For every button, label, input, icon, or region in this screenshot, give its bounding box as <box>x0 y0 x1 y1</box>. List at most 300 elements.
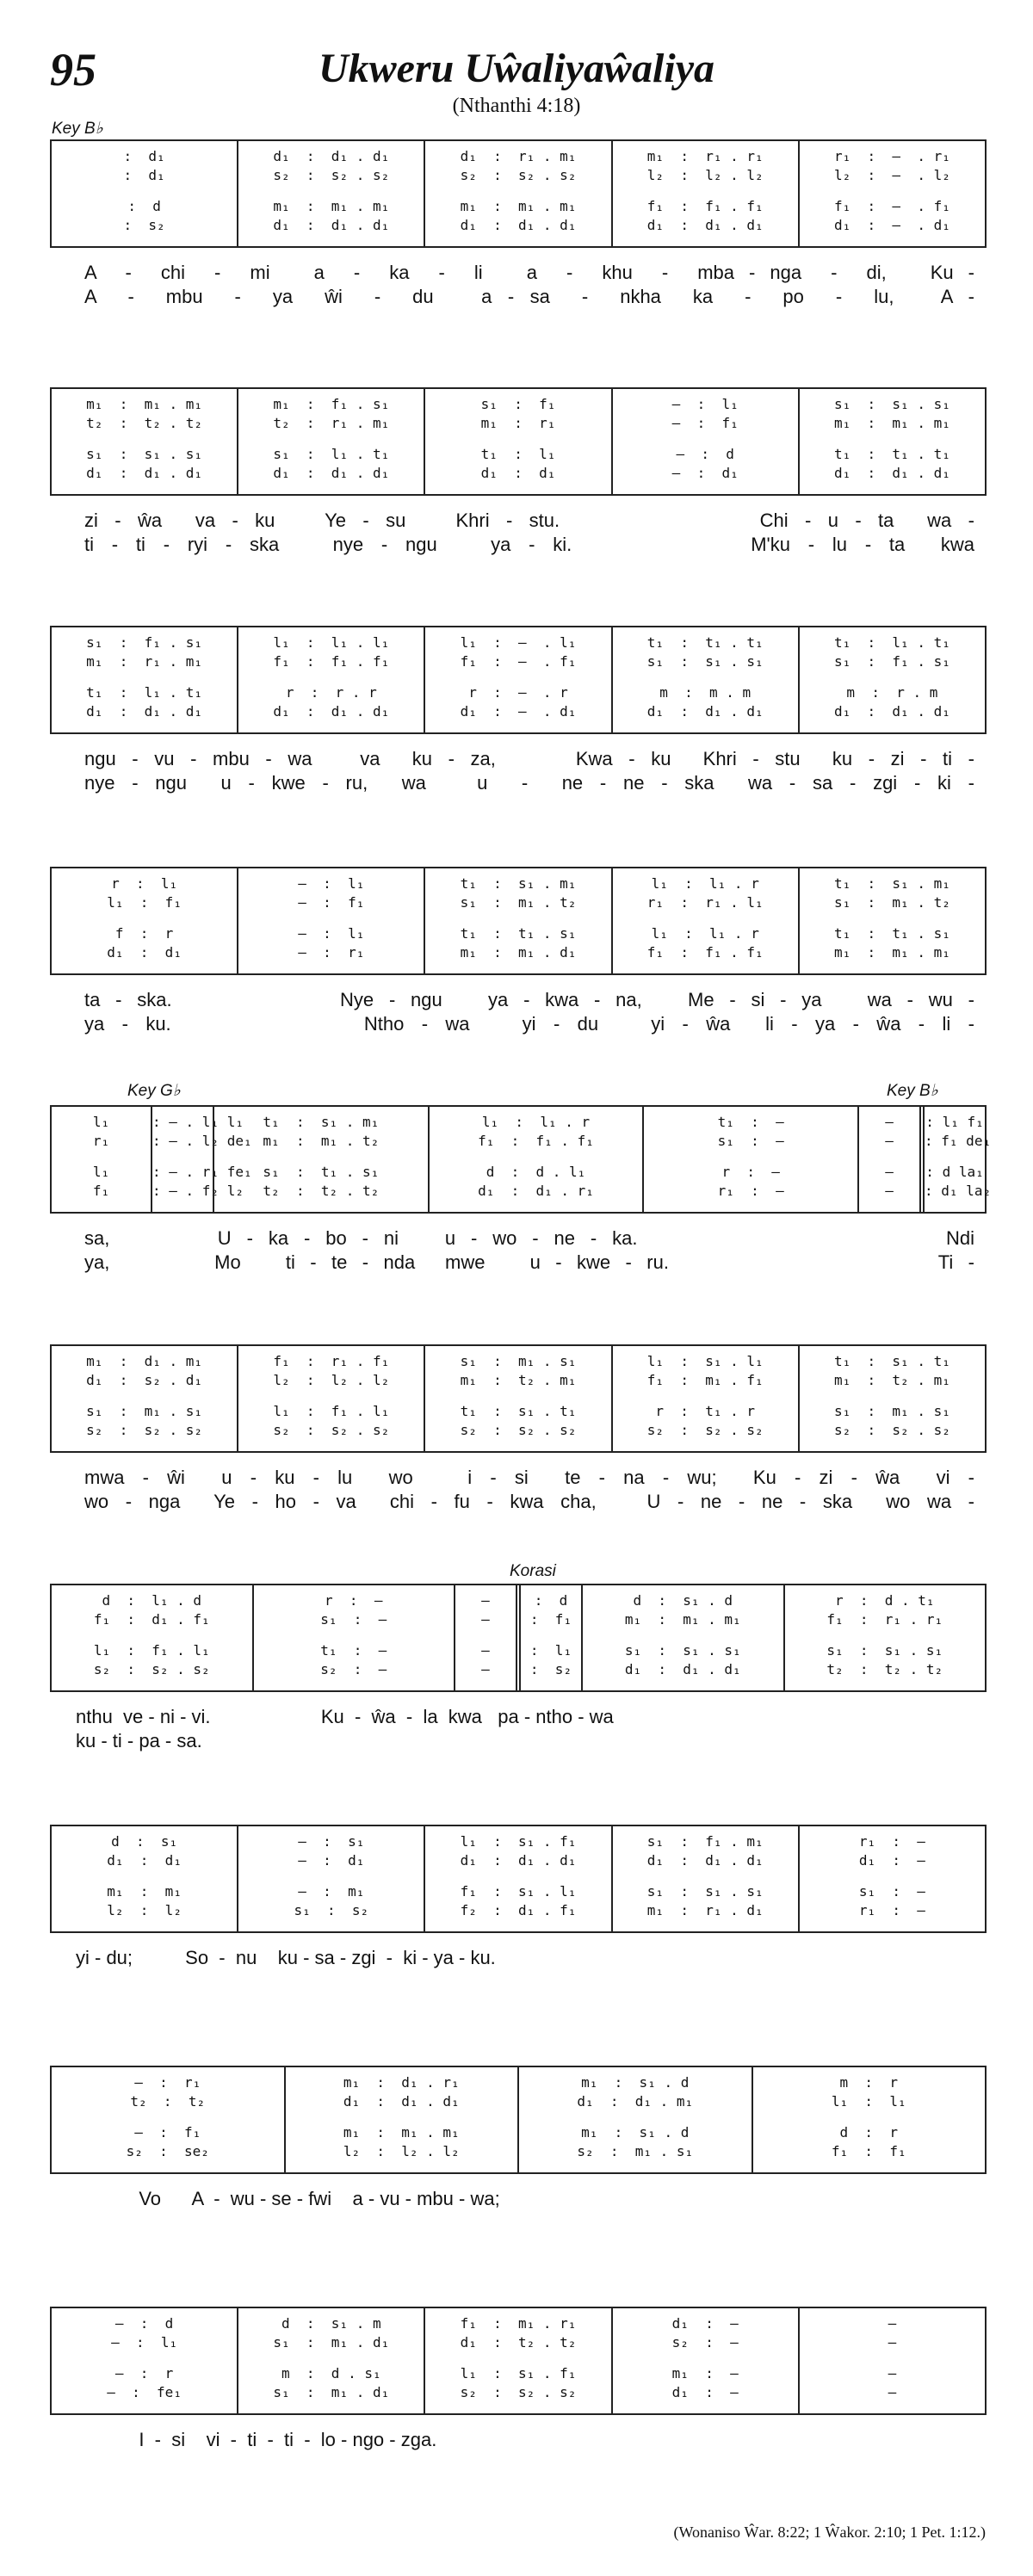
voice-part-notes: t₁ : s₁ . m₁ <box>263 1114 380 1130</box>
voice-part-notes: f₁ : s₁ . l₁ <box>460 1883 577 1900</box>
tonic-solfa-staff <box>50 1105 992 1214</box>
voice-part-notes: — : f₁ <box>134 2124 201 2140</box>
voice-part-notes: l₁ : l₁ . l₁ <box>273 634 390 651</box>
measure <box>52 2308 237 2413</box>
tonic-solfa-staff <box>50 867 987 975</box>
voice-part-notes: m₁ : r₁ <box>480 415 556 431</box>
voice-part-notes: s₂ : s₂ . s₂ <box>93 1661 210 1677</box>
voice-part-notes: s₂ : s₂ . s₂ <box>460 2384 577 2400</box>
voice-part-notes: d₁ : d₁ . d₁ <box>273 148 390 164</box>
voice-part-notes: t₁ : t₁ . t₁ <box>646 634 764 651</box>
voice-part-notes: s₁ : s₁ . s₁ <box>833 396 950 412</box>
voice-part-notes: d₁ : d₁ . d₁ <box>273 217 390 233</box>
voice-part-notes: r₁ : — <box>858 1902 925 1918</box>
voice-part-notes: l₂ : l₂ <box>107 1902 182 1918</box>
tonic-solfa-staff <box>50 626 987 734</box>
measure <box>151 1107 252 1212</box>
voice-part-notes: t₂ : t₂ . t₂ <box>86 415 203 431</box>
measure <box>52 2067 284 2172</box>
lyric-line: ya, Mo ti - te - nda mwe u - kwe - ru. Ti - <box>84 1251 974 1273</box>
footer-reference: (Wonaniso Ŵar. 8:22; 1 Ŵakor. 2:10; 1 Pet. 1:12.) <box>673 2523 986 2541</box>
voice-part-notes: — <box>888 2384 897 2400</box>
voice-part-notes: d₁ : d₁ . d₁ <box>460 217 577 233</box>
voice-part-notes: s₂ : s₂ . s₂ <box>273 167 390 183</box>
voice-part-notes: m₁ : t₂ . m₁ <box>460 1372 577 1388</box>
voice-part-notes: — : l₁ <box>298 875 365 892</box>
voice-part-notes: m₁ : m₁ . m₁ <box>624 1611 741 1628</box>
measure <box>611 141 798 246</box>
voice-part-notes: d₁ : d₁ . d₁ <box>86 465 203 481</box>
hymn-reference: (Nthanthi 4:18) <box>452 95 581 117</box>
measure <box>424 868 610 973</box>
voice-part-notes: m₁ : m₁ . m₁ <box>273 198 390 214</box>
voice-part-notes: d₁ : d₁ . r₁ <box>478 1183 594 1199</box>
voice-part-notes: m₁ : f₁ . s₁ <box>273 396 390 412</box>
voice-part-notes: s₁ : m₁ . s₁ <box>833 1403 950 1419</box>
voice-part-notes: — : l₁ <box>671 396 739 412</box>
lyric-line: ngu - vu - mbu - wa va ku - za, Kwa - ku Khri - stu ku - zi - ti - <box>84 748 974 769</box>
voice-part-notes: — : d₁ <box>671 465 739 481</box>
voice-part-notes: : – . f₂ l₂ <box>152 1183 244 1199</box>
voice-part-notes: m₁ : r₁ . r₁ <box>646 148 764 164</box>
score-system <box>50 387 987 555</box>
voice-part-notes: t₁ : s₁ . m₁ <box>833 875 950 892</box>
lyric-line: Vo A - wu - se - fwi a - vu - mbu - wa; <box>76 2188 500 2209</box>
key-signature-start: Key B♭ <box>52 120 103 138</box>
voice-part-notes: m₁ : m₁ . m₁ <box>833 944 950 961</box>
measure <box>52 1107 151 1212</box>
voice-part-notes: m₁ : d₁ . m₁ <box>86 1353 203 1369</box>
voice-part-notes: s₂ : s₂ . s₂ <box>460 167 577 183</box>
measure <box>52 868 237 973</box>
score-system <box>50 1344 987 1512</box>
voice-part-notes: m₁ : s₁ . d <box>581 2124 690 2140</box>
voice-part-notes: — <box>481 1642 490 1659</box>
voice-part-notes: d₁ : d₁ . d₁ <box>86 703 203 720</box>
voice-part-notes: s₁ : s₁ . s₁ <box>646 653 764 670</box>
voice-part-notes: s₁ : m₁ . d₁ <box>273 2334 390 2351</box>
measure <box>611 868 798 973</box>
voice-part-notes: : – . r₁ fe₁ <box>152 1164 252 1180</box>
voice-part-notes: : d₁ <box>123 148 165 164</box>
lyric-line: wo - nga Ye - ho - va chi - fu - kwa cha, U - ne - ne - ska wo wa - <box>84 1491 974 1512</box>
voice-part-notes: — <box>481 1661 490 1677</box>
lyric-line: sa, U - ka - bo - ni u - wo - ne - ka. Ndi <box>84 1227 974 1249</box>
voice-part-notes: l₂ : l₂ . l₂ <box>273 1372 390 1388</box>
score-system <box>50 867 987 1035</box>
voice-part-notes: d₁ : d₁ . d₁ <box>624 1661 741 1677</box>
voice-part-notes: s₁ : m₁ . s₁ <box>86 1403 203 1419</box>
voice-part-notes: m₁ : t₂ . m₁ <box>833 1372 950 1388</box>
measure <box>52 627 237 732</box>
voice-part-notes: s₁ : m₁ . t₂ <box>833 894 950 911</box>
voice-part-notes: s₁ : — <box>717 1133 784 1149</box>
voice-part-notes: s₁ : m₁ . d₁ <box>273 2384 390 2400</box>
voice-part-notes: — : d <box>114 2315 174 2332</box>
voice-part-notes: d₁ : — <box>671 2384 739 2400</box>
voice-part-notes: d₁ : d₁ . d₁ <box>343 2093 460 2110</box>
lyric-line: ta - ska. Nye - ngu ya - kwa - na, Me - si - ya wa - wu - <box>84 989 974 1010</box>
tonic-solfa-staff <box>50 1344 987 1453</box>
voice-part-notes: s₂ : — <box>671 2334 739 2351</box>
voice-part-notes: d₁ : d₁ . d₁ <box>833 465 950 481</box>
voice-part-notes: d : l₁ . d <box>102 1592 202 1609</box>
voice-part-notes: : d₁ la₂ <box>925 1183 992 1199</box>
voice-part-notes: r₁ : r₁ . l₁ <box>646 894 764 911</box>
measure <box>424 1346 610 1451</box>
voice-part-notes: d₁ : d₁ . d₁ <box>273 465 390 481</box>
voice-part-notes: f₁ <box>92 1183 110 1199</box>
voice-part-notes: f₁ : m₁ . r₁ <box>460 2315 577 2332</box>
voice-part-notes: : f₁ <box>529 1611 572 1628</box>
lyric-line: mwa - ŵi u - ku - lu wo i - si te - na - wu; Ku - zi - ŵa vi - <box>84 1467 974 1488</box>
measure <box>213 1107 428 1212</box>
hymn-number: 95 <box>50 44 96 96</box>
voice-part-notes: — <box>888 2365 897 2381</box>
voice-part-notes: d₁ : – . d₁ <box>460 703 577 720</box>
voice-part-notes: : l₁ f₁ <box>925 1114 984 1130</box>
measure <box>517 2067 752 2172</box>
tonic-solfa-staff <box>50 1584 987 1692</box>
measure <box>237 2308 424 2413</box>
score-system <box>50 1584 987 1751</box>
voice-part-notes: r₁ : — <box>858 1833 925 1850</box>
tonic-solfa-staff <box>50 2066 987 2174</box>
voice-part-notes: t₁ : t₁ . s₁ <box>460 925 577 942</box>
voice-part-notes: r : d . t₁ <box>834 1592 935 1609</box>
measure <box>52 1346 237 1451</box>
lyric-line: nthu ve - ni - vi. Ku - ŵa - la kwa pa - ntho - wa <box>76 1706 614 1727</box>
voice-part-notes: f₁ : – . f₁ <box>460 653 577 670</box>
voice-part-notes: m₁ : m₁ . d₁ <box>460 944 577 961</box>
voice-part-notes: s₂ : s₂ . s₂ <box>833 1422 950 1438</box>
voice-part-notes: d₁ : d₁ . d₁ <box>646 217 764 233</box>
measure <box>284 2067 518 2172</box>
voice-part-notes: t₁ : l₁ . t₁ <box>833 634 950 651</box>
key-change-b-flat: Key B♭ <box>887 1082 938 1100</box>
lyric-line: I - si vi - ti - ti - lo - ngo - zga. <box>76 2429 437 2450</box>
voice-part-notes: l₁ : l₁ . r <box>651 875 759 892</box>
voice-part-notes: — : d₁ <box>298 1852 365 1869</box>
lyric-line: ku - ti - pa - sa. <box>76 1730 202 1751</box>
voice-part-notes: l₁ : l₁ . r <box>651 925 759 942</box>
voice-part-notes: — <box>481 1592 490 1609</box>
tonic-solfa-staff <box>50 2307 987 2415</box>
voice-part-notes: s₁ : t₁ . s₁ <box>263 1164 380 1180</box>
voice-part-notes: d₁ : d₁ . d₁ <box>273 703 390 720</box>
measure <box>424 141 610 246</box>
voice-part-notes: d₁ : t₂ . t₂ <box>460 2334 577 2351</box>
voice-part-notes: d₁ : d₁ <box>107 944 182 961</box>
measure <box>611 627 798 732</box>
voice-part-notes: — : r₁ <box>134 2074 201 2091</box>
voice-part-notes: — <box>885 1133 894 1149</box>
voice-part-notes: : s₂ <box>529 1661 572 1677</box>
voice-part-notes: d₁ : d₁ <box>480 465 556 481</box>
voice-part-notes: m₁ : — <box>671 2365 739 2381</box>
voice-part-notes: r₁ <box>92 1133 110 1149</box>
measure <box>752 2067 986 2172</box>
measure <box>52 389 237 494</box>
lyric-line: nye - ngu u - kwe - ru, wa u - ne - ne - ska wa - sa - zgi - ki - <box>84 772 974 794</box>
voice-part-notes: r : r . r <box>285 684 377 701</box>
voice-part-notes: d₁ : d₁ . d₁ <box>460 1852 577 1869</box>
voice-part-notes: l₁ : f₁ <box>107 894 182 911</box>
voice-part-notes: — : m₁ <box>298 1883 365 1900</box>
chorus-label: Korasi <box>510 1562 556 1580</box>
voice-part-notes: — : l₁ <box>298 925 365 942</box>
voice-part-notes: : l₁ <box>529 1642 572 1659</box>
tonic-solfa-staff <box>50 1825 987 1933</box>
voice-part-notes: t₁ : s₁ . t₁ <box>833 1353 950 1369</box>
voice-part-notes: d₁ : d₁ . d₁ <box>646 703 764 720</box>
voice-part-notes: s₁ : m₁ . t₂ <box>460 894 577 911</box>
voice-part-notes: d₁ : – . d₁ <box>833 217 950 233</box>
voice-part-notes: s₁ : f₁ . s₁ <box>86 634 203 651</box>
voice-part-notes: l₁ : l₁ . r <box>481 1114 591 1130</box>
voice-part-notes: t₂ : t₂ . t₂ <box>826 1661 943 1677</box>
voice-part-notes: f₁ : – . f₁ <box>833 198 950 214</box>
voice-part-notes: — : d <box>676 446 734 462</box>
voice-part-notes: d₁ : — <box>671 2315 739 2332</box>
voice-part-notes: s₁ : — <box>858 1883 925 1900</box>
measure <box>52 141 237 246</box>
measure <box>52 1585 252 1690</box>
voice-part-notes: l₁ : s₁ . l₁ <box>646 1353 764 1369</box>
voice-part-notes: — <box>885 1183 894 1199</box>
voice-part-notes: : f₁ de₁ <box>925 1133 992 1149</box>
voice-part-notes: t₁ : l₁ . t₁ <box>86 684 203 701</box>
voice-part-notes: m₁ : m₁ . m₁ <box>343 2124 460 2140</box>
lyric-line: yi - du; So - nu ku - sa - zgi - ki - ya - ku. <box>76 1947 496 1968</box>
hymn-title: Ukweru Uŵaliyaŵaliya <box>318 46 714 91</box>
voice-part-notes: d : d . l₁ <box>486 1164 586 1180</box>
voice-part-notes: s₂ : s₂ . s₂ <box>646 1422 764 1438</box>
voice-part-notes: s₂ : m₁ . s₁ <box>577 2143 694 2159</box>
voice-part-notes: m : d . s₁ <box>281 2365 381 2381</box>
voice-part-notes: — <box>888 2315 897 2332</box>
voice-part-notes: s₁ : l₁ . t₁ <box>273 446 390 462</box>
measure <box>857 1107 919 1212</box>
voice-part-notes: l₂ : – . l₂ <box>833 167 950 183</box>
measure <box>798 1346 985 1451</box>
measure <box>237 1346 424 1451</box>
voice-part-notes: s₁ : — <box>320 1611 387 1628</box>
voice-part-notes: f₁ : f₁ <box>831 2143 906 2159</box>
measure <box>424 1826 610 1931</box>
voice-part-notes: l₁ : f₁ . l₁ <box>93 1642 210 1659</box>
voice-part-notes: f₁ : m₁ . f₁ <box>646 1372 764 1388</box>
voice-part-notes: — <box>888 2334 897 2351</box>
key-change-g-flat: Key G♭ <box>127 1082 181 1100</box>
voice-part-notes: d : s₁ . d <box>633 1592 733 1609</box>
measure <box>919 1107 992 1212</box>
measure <box>237 868 424 973</box>
voice-part-notes: m₁ : m₁ . m₁ <box>460 198 577 214</box>
voice-part-notes: m₁ : m₁ . m₁ <box>833 415 950 431</box>
voice-part-notes: m : r <box>839 2074 898 2091</box>
voice-part-notes: s₂ : s₂ . s₂ <box>273 1422 390 1438</box>
voice-part-notes: r : — <box>325 1592 383 1609</box>
voice-part-notes: l₁ : – . l₁ <box>460 634 577 651</box>
voice-part-notes: — : f₁ <box>298 894 365 911</box>
voice-part-notes: — : f₁ <box>671 415 739 431</box>
score-system <box>50 1105 992 1273</box>
voice-part-notes: l₁ : s₁ . f₁ <box>460 1833 577 1850</box>
voice-part-notes: f₁ : f₁ . f₁ <box>478 1133 594 1149</box>
voice-part-notes: d₁ : s₂ . d₁ <box>86 1372 203 1388</box>
voice-part-notes: t₂ : r₁ . m₁ <box>273 415 390 431</box>
measure <box>428 1107 643 1212</box>
measure <box>798 868 985 973</box>
voice-part-notes: s₁ : f₁ . m₁ <box>646 1833 764 1850</box>
tonic-solfa-staff <box>50 139 987 248</box>
voice-part-notes: f₁ : r₁ . f₁ <box>273 1353 390 1369</box>
voice-part-notes: — <box>885 1114 894 1130</box>
measure <box>237 627 424 732</box>
voice-part-notes: : d la₁ <box>925 1164 984 1180</box>
voice-part-notes: m₁ : s₁ . d <box>581 2074 690 2091</box>
voice-part-notes: s₁ : s₁ . s₁ <box>646 1883 764 1900</box>
voice-part-notes: — : r₁ <box>298 944 365 961</box>
voice-part-notes: r₁ : — <box>717 1183 784 1199</box>
voice-part-notes: — <box>481 1611 490 1628</box>
voice-part-notes: d₁ : d₁ <box>107 1852 182 1869</box>
measure <box>798 1826 985 1931</box>
voice-part-notes: m₁ : r₁ . m₁ <box>86 653 203 670</box>
voice-part-notes: d₁ : d₁ . d₁ <box>833 703 950 720</box>
voice-part-notes: l₂ : l₂ . l₂ <box>646 167 764 183</box>
voice-part-notes: s₁ : f₁ . s₁ <box>833 653 950 670</box>
tonic-solfa-staff <box>50 387 987 496</box>
voice-part-notes: r : – . r <box>468 684 568 701</box>
measure <box>798 2308 985 2413</box>
voice-part-notes: l₁ : f₁ . l₁ <box>273 1403 390 1419</box>
voice-part-notes: s₁ : s₁ . s₁ <box>826 1642 943 1659</box>
voice-part-notes: t₁ : — <box>717 1114 784 1130</box>
voice-part-notes: r : l₁ <box>111 875 178 892</box>
score-system <box>50 1825 987 1968</box>
voice-part-notes: r : — <box>721 1164 780 1180</box>
measure <box>424 2308 610 2413</box>
voice-part-notes: s₂ : s₂ . s₂ <box>86 1422 203 1438</box>
voice-part-notes: d₁ : d₁ . m₁ <box>577 2093 694 2110</box>
measure <box>611 2308 798 2413</box>
voice-part-notes: s₁ : s₂ <box>294 1902 369 1918</box>
measure <box>424 627 610 732</box>
voice-part-notes: m₁ : m₁ . m₁ <box>86 396 203 412</box>
lyric-line: zi - ŵa va - ku Ye - su Khri - stu. Chi - u - ta wa - <box>84 510 974 531</box>
voice-part-notes: d₁ : r₁ . m₁ <box>460 148 577 164</box>
voice-part-notes: m : m . m <box>659 684 752 701</box>
score-system <box>50 626 987 794</box>
lyric-line: ya - ku. Ntho - wa yi - du yi - ŵa li - ya - ŵa - li - <box>84 1013 974 1035</box>
voice-part-notes: f₁ : f₁ . f₁ <box>646 198 764 214</box>
voice-part-notes: t₁ : — <box>320 1642 387 1659</box>
voice-part-notes: d : s₁ <box>111 1833 178 1850</box>
voice-part-notes: : s₂ <box>123 217 165 233</box>
voice-part-notes: f : r <box>114 925 174 942</box>
voice-part-notes: : d <box>534 1592 568 1609</box>
voice-part-notes: d : s₁ . m <box>281 2315 381 2332</box>
voice-part-notes: d : r <box>839 2124 898 2140</box>
voice-part-notes: d₁ : — <box>858 1852 925 1869</box>
voice-part-notes: m₁ : m₁ . t₂ <box>263 1133 380 1149</box>
voice-part-notes: s₂ : s₂ . s₂ <box>460 1422 577 1438</box>
measure <box>611 389 798 494</box>
measure <box>611 1346 798 1451</box>
voice-part-notes: t₂ : t₂ . t₂ <box>263 1183 380 1199</box>
measure <box>424 389 610 494</box>
voice-part-notes: s₁ : f₁ <box>480 396 556 412</box>
voice-part-notes: t₁ : s₁ . t₁ <box>460 1403 577 1419</box>
voice-part-notes: — : r <box>114 2365 174 2381</box>
lyric-line: ti - ti - ryi - ska nye - ngu ya - ki. M'ku - lu - ta kwa <box>84 534 974 555</box>
lyric-line: A - chi - mi a - ka - li a - khu - mba - nga - di, Ku - <box>84 262 974 283</box>
measure <box>798 389 985 494</box>
measure <box>581 1585 783 1690</box>
voice-part-notes: — : fe₁ <box>107 2384 182 2400</box>
voice-part-notes: l₂ : l₂ . l₂ <box>343 2143 460 2159</box>
voice-part-notes: r : t₁ . r <box>655 1403 755 1419</box>
voice-part-notes: f₂ : d₁ . f₁ <box>460 1902 577 1918</box>
voice-part-notes: s₁ : s₁ . s₁ <box>86 446 203 462</box>
voice-part-notes: s₂ : se₂ <box>126 2143 209 2159</box>
voice-part-notes: — : l₁ <box>111 2334 178 2351</box>
voice-part-notes: m₁ : m₁ <box>107 1883 182 1900</box>
voice-part-notes: — : s₁ <box>298 1833 365 1850</box>
voice-part-notes: : – . l₁ l₁ <box>152 1114 244 1130</box>
score-system <box>50 2066 987 2209</box>
voice-part-notes: l₁ <box>92 1114 110 1130</box>
voice-part-notes: : – . l₂ de₁ <box>152 1133 252 1149</box>
voice-part-notes: — <box>885 1164 894 1180</box>
score-system <box>50 2307 987 2450</box>
voice-part-notes: t₁ : t₁ . t₁ <box>833 446 950 462</box>
voice-part-notes: s₂ : — <box>320 1661 387 1677</box>
measure <box>237 389 424 494</box>
voice-part-notes: l₁ : l₁ <box>831 2093 906 2110</box>
voice-part-notes: d₁ : d₁ . d₁ <box>646 1852 764 1869</box>
measure <box>611 1826 798 1931</box>
voice-part-notes: l₁ : s₁ . f₁ <box>460 2365 577 2381</box>
measure <box>516 1585 581 1690</box>
voice-part-notes: m₁ : r₁ . d₁ <box>646 1902 764 1918</box>
voice-part-notes: t₁ : t₁ . s₁ <box>833 925 950 942</box>
voice-part-notes: l₁ <box>92 1164 110 1180</box>
voice-part-notes: s₁ : s₁ . s₁ <box>624 1642 741 1659</box>
voice-part-notes: f₁ : r₁ . r₁ <box>826 1611 943 1628</box>
voice-part-notes: r₁ : – . r₁ <box>833 148 950 164</box>
measure <box>52 1826 237 1931</box>
measure <box>642 1107 857 1212</box>
voice-part-notes: t₂ : t₂ <box>130 2093 206 2110</box>
lyric-line: A - mbu - ya ŵi - du a - sa - nkha ka - po - lu, A - <box>84 286 974 307</box>
measure <box>454 1585 516 1690</box>
voice-part-notes: : d₁ <box>123 167 165 183</box>
voice-part-notes: : d <box>127 198 161 214</box>
measure <box>798 627 985 732</box>
voice-part-notes: t₁ : l₁ <box>480 446 556 462</box>
measure <box>783 1585 986 1690</box>
measure <box>252 1585 455 1690</box>
voice-part-notes: f₁ : f₁ . f₁ <box>646 944 764 961</box>
score-system <box>50 139 987 307</box>
voice-part-notes: f₁ : d₁ . f₁ <box>93 1611 210 1628</box>
measure <box>798 141 985 246</box>
voice-part-notes: m : r . m <box>846 684 938 701</box>
measure <box>237 1826 424 1931</box>
